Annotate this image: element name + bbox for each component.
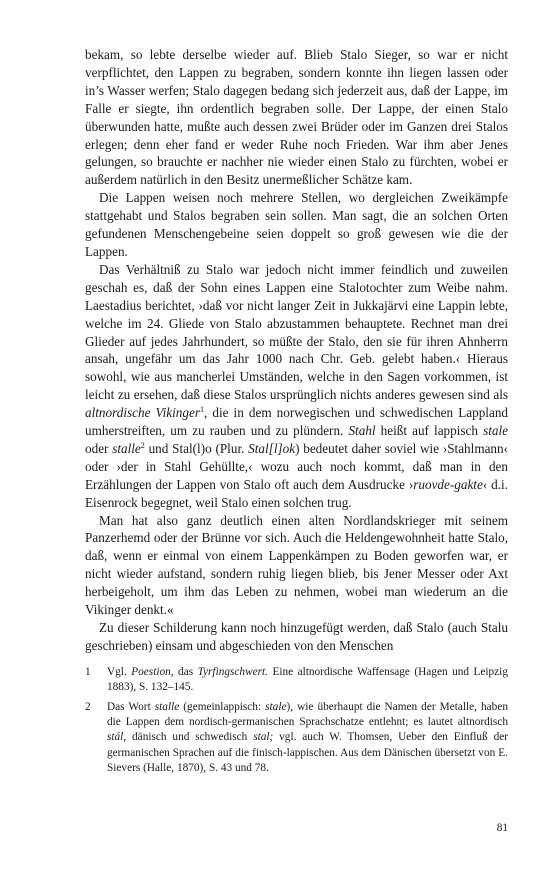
footnote-text [107,665,508,696]
text-run: das [173,665,198,678]
footnote-ref: 2 [140,440,145,450]
italic-text: stal; [253,731,274,744]
italic-text: Poestion, [131,665,174,678]
footnote-number: 2 [85,700,91,713]
paragraph [85,261,508,512]
page-number: 81 [496,822,508,834]
text-run: bekam, so lebte derselbe wieder auf. Blieb Stalo Sieger, so war er nicht verpflichtet, den Lappen zu begraben, sondern konnte ihn liegen lassen oder in’s Wasser werfen; Stalo dagegen bedang sich jederzeit aus, daß der Lappe, im Falle er siegte, ihn ordentlich begraben solle. Der Lappe, der einen Stalo überwunden hatte, mußte auch dessen zwei Brüder oder im Ganzen drei Stalos erlegen; denn eher fand er weder Ruhe noch Frieden. War ihm aber Jenes gelungen, so brauchte er nachher nie wieder einen Stalo zu fürchten, wobei er außerdem natürlich in den Besitz unermeßlicher Schätze kam. [85,47,508,188]
text-run: Zu dieser Schilderung kann noch hinzugefügt werden, daß Stalo (auch Stalu geschrieben) einsam und abgeschieden von den Menschen [85,620,508,653]
footnote-ref: 1 [199,405,204,415]
text-run: dänisch und schwedisch [126,731,254,744]
italic-text: stale [483,423,508,439]
footnotes [85,665,508,777]
text-run: ) bedeutet daher soviel wie ›Stahlmann‹ oder ›der in Stahl Gehüllte,‹ wozu auch noch kommt, daß man in den Erzählungen der Lappen von Stalo oft auch dem Ausdrucke › [85,440,509,492]
italic-text: stale [265,700,287,713]
text-run: heißt auf lappisch [375,423,484,439]
paragraph [85,619,508,655]
italic-text: Tyrfingschwert. [197,665,268,678]
footnote-number: 1 [85,665,91,678]
italic-text: Stahl [348,423,376,439]
paragraph [85,189,508,261]
body-text [85,46,508,655]
paragraph [85,512,508,619]
text-run: oder [85,440,113,456]
footnote [85,700,508,777]
text-run: ‹ d.i. Eisenrock begegnet, weil Stalo einen solchen trug. [85,476,508,510]
text-run: und Stal(l)o (Plur. [144,440,249,456]
book-page [85,46,508,781]
text-run: Das Verhältniß zu Stalo war jedoch nicht immer feindlich und zuweilen geschah es, daß der Sohn eines Lappen eine Stalotochter zum Weibe nahm. Laestadius berichtet, ›daß vor nicht langer Zeit in Jukkajärvi eine Lappin lebte, welche im 24. Gliede von Stalo abzustammen behauptete. Rechnet man drei Glieder auf jedes Jahrhundert, so müßte der Stalo, den sie für ihren Ahnherrn ansah, ungefähr um das Jahr 1000 nach Chr. Geb. gelebt haben.‹ Hieraus sowohl, wie aus mancherlei Umständen, welche in den Sagen vorkommen, ist leicht zu ersehen, daß diese Stalos ursprünglich nichts anderes gewesen sind als [85,261,508,403]
italic-text: stál, [107,731,127,744]
italic-text: ruovde-gakte [413,476,483,492]
italic-text: stalle [154,700,180,713]
text-run: vgl. auch W. Thomsen, Ueber den Einfluß der germanischen Sprachen auf die finisch-lappischen. Aus dem Dänischen übersetzt von E. Sievers (Halle, 1870), S. 43 und 78. [107,731,508,775]
text-run: (gemeinlappisch: [179,700,266,713]
text-run: Man hat also ganz deutlich einen alten Nordlandskrieger mit seinem Panzerhemd oder der Brünne vor sich. Auch die Heldengewohnheit hatte Stalo, daß, wenn er einmal von einem Lappenkämpen zu Boden geworfen war, er nicht wieder aufstand, sondern ruhig liegen blieb, bis Jener Messer oder Axt herbeigeholt, um ihm das Leben zu nehmen, wobei man wiederum an die Vikinger denkt.« [85,512,508,618]
text-run: Eine altnordische Waffensage (Hagen und Leipzig 1883), S. 132–145. [107,665,508,694]
italic-text: altnordische Vikinger [85,405,200,421]
italic-text: stalle [112,440,141,456]
text-run: Das Wort [107,700,155,713]
text-run: , die in dem norwegischen und schwedischen Lappland umherstreiften, um zu rauben und zu plündern. [85,405,509,439]
footnote-text [107,700,508,777]
text-run: Die Lappen weisen noch mehrere Stellen, wo dergleichen Zweikämpfe stattgehabt und Stalos begraben sein sollen. Man sagt, die an solchen Orten gefundenen Menschengebeine seien doppelt so groß gewesen wie die der Lappen. [85,190,508,259]
italic-text: Stal[l]ok [248,440,296,456]
text-run: ), wie überhaupt die Namen der Metalle, haben die Lappen dem nordisch-germanischen Sprachschatze entlehnt; es lautet altnordisch [107,700,508,729]
text-run: Vgl. [107,665,132,678]
footnote [85,665,508,696]
paragraph [85,46,508,189]
